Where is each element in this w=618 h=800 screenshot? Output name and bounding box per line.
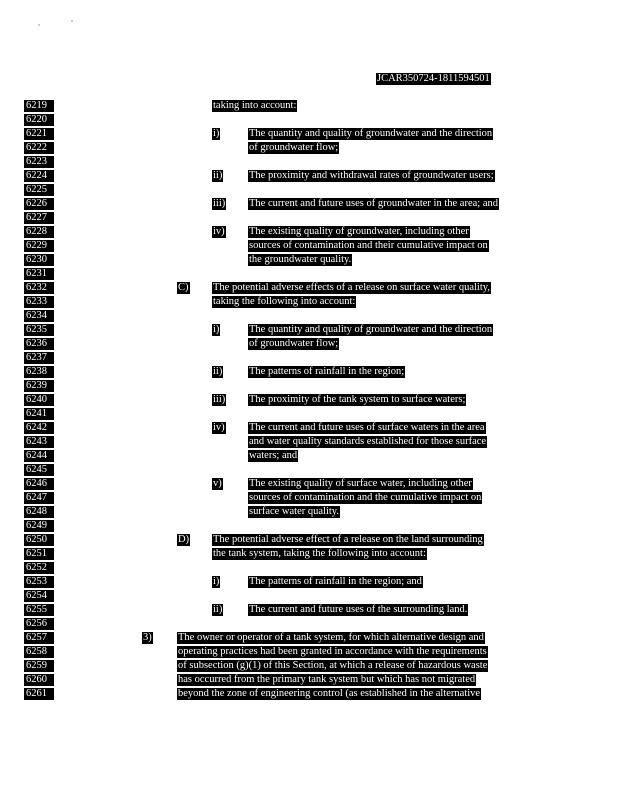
text-line: the tank system, taking the following into account: xyxy=(213,548,426,559)
text-line: The proximity and withdrawal rates of groundwater users; xyxy=(249,170,494,181)
text-line: surface water quality. xyxy=(249,506,339,517)
section-label: D) xyxy=(178,534,190,545)
line-number: 6230 xyxy=(24,254,54,266)
text-line: sources of contamination and the cumulative impact on xyxy=(249,492,482,503)
text-line: taking into account: xyxy=(213,100,297,111)
item-label: ii) xyxy=(213,366,223,377)
line-number: 6239 xyxy=(24,380,54,392)
line-number: 6255 xyxy=(24,604,54,616)
text-line: The proximity of the tank system to surface waters; xyxy=(249,394,466,405)
line-number: 6249 xyxy=(24,520,54,532)
item-label: v) xyxy=(213,478,222,489)
line-number: 6261 xyxy=(24,688,54,700)
line-number: 6256 xyxy=(24,618,54,630)
line-number: 6225 xyxy=(24,184,54,196)
text-line: of subsection (g)(1) of this Section, at which a release of hazardous waste xyxy=(178,660,488,671)
line-number: 6259 xyxy=(24,660,54,672)
line-number: 6220 xyxy=(24,114,54,126)
item-label: iv) xyxy=(213,226,225,237)
line-number: 6238 xyxy=(24,366,54,378)
line-number: 6234 xyxy=(24,310,54,322)
text-line: and water quality standards established for those surface xyxy=(249,436,487,447)
text-line: The patterns of rainfall in the region; and xyxy=(249,576,422,587)
line-number: 6232 xyxy=(24,282,54,294)
line-number: 6243 xyxy=(24,436,54,448)
item-label: i) xyxy=(213,128,220,139)
text-line: The owner or operator of a tank system, for which alternative design and xyxy=(178,632,484,643)
text-line: sources of contamination and their cumulative impact on xyxy=(249,240,488,251)
line-number: 6254 xyxy=(24,590,54,602)
item-label: i) xyxy=(213,576,220,587)
section-label: 3) xyxy=(143,632,152,643)
text-line: The existing quality of surface water, including other xyxy=(249,478,472,489)
line-number: 6247 xyxy=(24,492,54,504)
text-line: The potential adverse effects of a release on surface water quality, xyxy=(213,282,490,293)
text-line: The current and future uses of the surrounding land. xyxy=(249,604,468,615)
line-number: 6252 xyxy=(24,562,54,574)
text-line: The current and future uses of surface waters in the area xyxy=(249,422,485,433)
line-number: 6246 xyxy=(24,478,54,490)
text-line: has occurred from the primary tank system but which has not migrated xyxy=(178,674,476,685)
text-line: of groundwater flow; xyxy=(249,338,339,349)
line-number: 6251 xyxy=(24,548,54,560)
line-number: 6221 xyxy=(24,128,54,140)
section-label: C) xyxy=(178,282,189,293)
line-number: 6228 xyxy=(24,226,54,238)
item-label: ii) xyxy=(213,170,223,181)
document-code: JCAR350724-1811594501 xyxy=(377,73,490,84)
text-line: taking the following into account: xyxy=(213,296,356,307)
line-number: 6240 xyxy=(24,394,54,406)
text-line: of groundwater flow; xyxy=(249,142,339,153)
line-number: 6227 xyxy=(24,212,54,224)
line-number: 6245 xyxy=(24,464,54,476)
text-line: The current and future uses of groundwater in the area; and xyxy=(249,198,498,209)
scan-speck xyxy=(38,24,40,26)
text-line: the groundwater quality. xyxy=(249,254,352,265)
line-number: 6241 xyxy=(24,408,54,420)
line-number: 6237 xyxy=(24,352,54,364)
text-line: beyond the zone of engineering control (as established in the alternative xyxy=(178,688,481,699)
line-number: 6250 xyxy=(24,534,54,546)
line-number: 6257 xyxy=(24,632,54,644)
text-line: The quantity and quality of groundwater and the direction xyxy=(249,128,493,139)
line-number: 6258 xyxy=(24,646,54,658)
line-number: 6223 xyxy=(24,156,54,168)
item-label: iii) xyxy=(213,394,226,405)
line-number: 6235 xyxy=(24,324,54,336)
line-number: 6231 xyxy=(24,268,54,280)
line-number: 6244 xyxy=(24,450,54,462)
line-number: 6219 xyxy=(24,100,54,112)
line-number: 6253 xyxy=(24,576,54,588)
item-label: iii) xyxy=(213,198,226,209)
line-number: 6222 xyxy=(24,142,54,154)
text-line: operating practices had been granted in accordance with the requirements xyxy=(178,646,487,657)
text-line: waters; and xyxy=(249,450,298,461)
text-line: The potential adverse effect of a release on the land surrounding xyxy=(213,534,483,545)
text-line: The existing quality of groundwater, including other xyxy=(249,226,469,237)
line-number: 6236 xyxy=(24,338,54,350)
item-label: ii) xyxy=(213,604,223,615)
line-number: 6260 xyxy=(24,674,54,686)
line-number: 6229 xyxy=(24,240,54,252)
scan-speck xyxy=(71,20,73,22)
line-number: 6233 xyxy=(24,296,54,308)
item-label: iv) xyxy=(213,422,225,433)
line-number: 6224 xyxy=(24,170,54,182)
item-label: i) xyxy=(213,324,220,335)
text-line: The patterns of rainfall in the region; xyxy=(249,366,405,377)
text-line: The quantity and quality of groundwater and the direction xyxy=(249,324,493,335)
line-number: 6226 xyxy=(24,198,54,210)
line-number: 6242 xyxy=(24,422,54,434)
line-number: 6248 xyxy=(24,506,54,518)
